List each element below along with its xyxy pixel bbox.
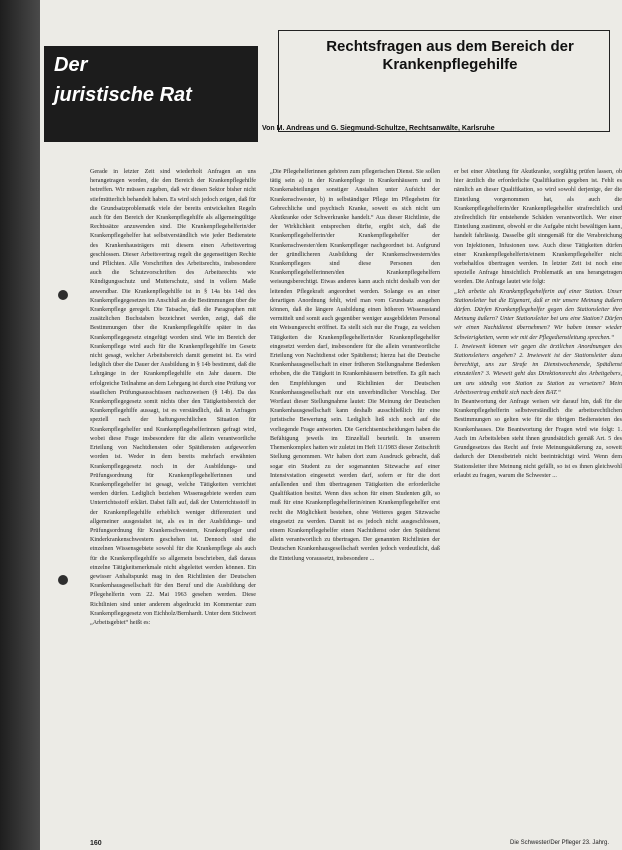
text-column-1 bbox=[90, 168, 256, 628]
column-3-quote: „Ich arbeite als Krankenpflegehelferin auf einer Station. Unser Stationsleiter hat die Eigenart, daß er mir unsere Meinung äußern dürfen. Dürfen Krankenpflegehelfer gegen den Stationsleiter ihre Meinung äußern? Unter Stationsleiter bei uns eine Station? Dürfen wir einen Nachtdienst übernehmen? Wir haben immer wieder Schwierigkeiten, wenn wir mit der Pflegedienstleitung sprechen.“ bbox=[454, 288, 622, 341]
article-authors: Von M. Andreas und G. Siegmund-Schultze, Rechtsanwälte, Karlsruhe bbox=[262, 125, 495, 132]
article-title: Rechtsfragen aus dem Bereich der Krankenpflegehilfe bbox=[326, 38, 574, 73]
column-3-end: In Beantwortung der Anfrage weisen wir darauf hin, daß für die Krankenpflegehelferin selbstverständlich die arbeitsrechtlichen Bestimmungen so gelten wie für die übrigen Bediensteten des Krankenhauses. Die Beantwortung der Fragen wird wie folgt: 1. Auch im Arbeitsleben steht ihnen grundsätzlich gemäß Art. 5 des Grundgesetzes das Recht auf freie Meinungsäußerung zu, soweit dadurch der Dienstbetrieb nicht beeinträchtigt wird. Wenn dem Stationsleiter ihre Meinung nicht gefällt, so ist es ihnen gleichwohl erlaubt zu fragen, warum die Schwester ... bbox=[454, 399, 622, 479]
page-number: 160 bbox=[90, 840, 102, 847]
punch-hole bbox=[58, 575, 68, 585]
rubric-line-2: juristische Rat bbox=[54, 84, 192, 106]
column-1-text: Gerade in letzter Zeit sind wiederholt Anfragen an uns herangetragen worden, die den Bereich der Krankenpflegehilfe betreffen. Wir müssen zugeben, daß wir diesen Sektor bisher nicht stiefmütterlich behandelt haben. Es wird sich jedoch zeigen, daß für die Grundsatzproblematik viele der bereits entwickelten Regeln auch für den Bereich der Krankenpflegehilfe als allgemeingültige Rechtssätze anzuwenden sind. Die Krankenpflegehelferin/der Krankenpflegehelfer hat selbstverständlich wie jeder Bedienstete des Krankenhausträgers mit diesem einen Arbeitsvertrag geschlossen. Dieser Arbeitsvertrag regelt die gegenseitigen Rechte und Pflichten. Alle Vorschriften des Arbeitsrechts, insbesondere auch die Schutzvorschriften des Arbeitsrechts wie Kündigungsschutz und Mutterschutz, sind in vollem Maße anwendbar. Die Krankenpflegehilfe ist in § 14a bis 14d des Krankenpflegegesetzes im Anschluß an die Bestimmungen über die Krankenpflege geregelt. Die Tatsache, daß die Paragraphen mit zusätzlichen Buchstaben bezeichnet werden, zeigt, daß die Bestimmungen über die Krankenpflegehilfe später in das Krankenpflegegesetz eingefügt worden sind. Wie im Bereich der Krankenpflege wird auch für die Krankenpflegehilfe im Gesetz nicht gesagt, welcher Arbeitsbereich damit gemeint ist. Es wird lediglich über die Dauer der Ausbildung in § 14b bestimmt, daß die Lehrgänge in der Krankenpflegehilfe ein Jahr dauern. Die erfolgreiche Teilnahme an dem Lehrgang ist durch eine Prüfung vor staatlichen Prüfungsausschüssen nachzuweisen (§ 14b). Da das Krankenpflegegesetz somit nichts über den Tätigkeitsbereich der Krankenpflegehilfe aussagt, ist es verständlich, daß in Anfragen speziell nach der haftungsrechtlichen Situation für Krankenpflegehelfer und Krankenpflegehelferinnen gefragt wird, wobei diese Frage insbesondere für die allein verantwortliche Erteilung von Nachtdiensten oder Spätdiensten aufgeworfen worden ist. Weder in dem bereits mehrfach erwähnten Krankenpflegegesetz noch in der Ausbildungs- und Prüfungsordnung für Krankenpflegehelferinnen und Krankenpflegehelfer ist gesagt, welche Tätigkeiten verrichtet werden dürfen. Lediglich beziehen Wissensgebiete werden zum Unterrichtsstoff erklärt. Dabei fällt auf, daß der Unterrichtsstoff in der Krankenpflegehilfe erheblich weniger differenziert und allgemeiner ausgestaltet ist, als es in der Ausbildungs- und Prüfungsordnung für Krankenschwestern, Krankenpfleger und Kinderkrankenschwestern geschehen ist. Dennoch sind die einzelnen Wissensgebiete sowohl für die Krankenpflege als auch für die Krankenpflegehilfe so allgemein beschrieben, daß daraus einzelne Tätigkeitsmerkmale nicht abgeleitet werden können. Ein gewisser Anhaltspunkt mag in den Richtlinien der Deutschen Krankenhausgesellschaft für den Beruf und die Ausbildung der Pflegehelferin vom 22. Mai 1963 gesehen werden. Diese Richtlinien sind unter anderem abgedruckt im Kommentar zum Krankenpflegegesetz von Eichholz/Bernhardt. Unter dem Stichwort „Arbeitsgebiet“ heißt es: bbox=[90, 169, 256, 626]
column-3-text: er bei einer Abteilung für Akutkranke, sorgfältig prüfen lassen, ob hier ärztlich die erforderliche Qualifikation gegeben ist. Fehlt es nämlich an dieser Qualifikation, so wird sowohl derjenige, der die Einteilung vorgenommen hat, als auch die Krankenpflegehelferin/der Krankenpflegehelfer strafrechtlich und zivilrechtlich für entstehende Schäden verantwortlich. Wer einer Einteilung zustimmt, obwohl er die Aufgabe nicht bewältigen kann, handelt fahrlässig. Dasselbe gilt sinngemäß für die Verabreichung von Injektionen, Infusionen usw. Auch diese Tätigkeiten dürfen einer Krankenpflegehelferin/einem Krankenpflegehelfer nicht vorbehaltlos übertragen werden. In letzter Zeit ist noch eine spezielle Anfrage hinsichtlich Problematik an uns herangetragen worden. Die Anfrage lautet wie folgt: bbox=[454, 169, 622, 286]
text-column-3 bbox=[454, 168, 622, 481]
rubric-line-1: Der bbox=[54, 54, 88, 76]
column-3-questions: 1. Inwieweit können wir gegen die ärztlichen Anordnungen des Stationsleiters angehen? 2. Inwieweit ist der Stationsleiter dazu berechtigt, uns zur Strafe im Dienstwochenende, Spätdienst einzuteilen? 3. Wieweit geht das Direktionsrecht des Arbeitgebers, um uns ständig von Station zu Station zu versetzen? Mein Arbeitsvertrag enthält sich nach dem BAT.“ bbox=[454, 343, 622, 396]
rubric-box bbox=[44, 46, 258, 142]
page-gutter bbox=[0, 0, 40, 850]
journal-footer: Die Schwester/Der Pfleger 23. Jahrg. bbox=[510, 840, 610, 846]
punch-hole bbox=[58, 290, 68, 300]
text-column-2 bbox=[270, 168, 440, 564]
column-2-text: „Die Pflegehelferinnen gehören zum pflegerischen Dienst. Sie sollen tätig sein a) in der Krankenpflege in Krankenhäusern und in Krankenabteilungen sonstiger Anstalten unter Aufsicht der Krankenschwester, b) in selbständiger Pflege im Pflegeheim für Gebrechliche und psychisch Kranke, soweit es sich nicht um Akutkranke oder Schwerkranke handelt.“ Aus dieser Richtlinie, die der Wirklichkeit entsprechen dürfte, ergibt sich, daß die Krankenpflegehelferin/der Krankenpflegehelfer der Krankenschwester/dem Krankenpfleger nachgeordnet ist. Aufgrund der gründlicheren Ausbildung der Krankenschwestern/des Krankenpflegers sind diese Personen den Krankenpflegehelferinnen/den Krankenpflegehelfern weisungsberechtigt. Etwas anderes kann auch nicht deshalb von der leitenden Pflegekraft angeordnet werden. Solange es an einer derartigen Anordnung fehlt, wird man vom Grundsatz ausgehen können, daß die längere Ausbildung einen höheren Wissensstand vermittelt und somit auch gegenüber weniger ausgebildeten Personal ein Weisungsrecht eröffnet. Es stellt sich nur die Frage, zu welchen Tätigkeiten die Krankenpflegehelferin/der Krankenpflegehelfer eingesetzt werden darf, insbesondere für die allein verantwortliche Erteilung von Nachtdienst oder Spätdienst; hierzu hat die Deutsche Krankenhausgesellschaft in einer früheren Stellungnahme Bedenken erhoben, die die Tätigkeit in Krankenhäusern betreffen. Es gilt nach den Empfehlungen und Richtlinien der Deutschen Krankenhausgesellschaft nur ein unverbindlicher Vorschlag. Der Wortlaut dieser Stellungnahme lautet: Die Meinung der Deutschen Krankenhausgesellschaft kann deshalb ausschließlich für eine juristische Bewertung sein. Lediglich ließ sich noch auf die vorliegende Frage antworten. Die Gerichtsentscheidungen haben die Befähigung jeweils im Einzelfall beurteilt. In unserem Themenkomplex hatten wir zuletzt im Heft 11/1983 dieser Zeitschrift Stellung genommen. Wir haben dort zum Ausdruck gebracht, daß sogar ein Student zu der sogenannten Sitzwache auf einer Intensivstation eingesetzt werden darf, sofern er für die dort anfallenden und ihm übertragenen Tätigkeiten die erforderliche Qualifikation besitzt. Wenn dies schon für einen Studenten gilt, so muß für eine Krankenpflegehelferin/einen Krankenpflegehelfer erst recht die Möglichkeit bestehen, ohne Weiteres gegen Sitzwache eingesetzt zu werden. Damit ist es jedoch nicht ausgeschlossen, einem Krankenpflegehelfer einen Nachtdienst oder den Spätdienst allein verantwortlich zu übertragen. Der genannten Richtlinien der Deutschen Krankenhausgesellschaft werden jedoch verdeutlicht, daß die Einteilung voraussetzt, insbesondere ... bbox=[270, 169, 440, 562]
